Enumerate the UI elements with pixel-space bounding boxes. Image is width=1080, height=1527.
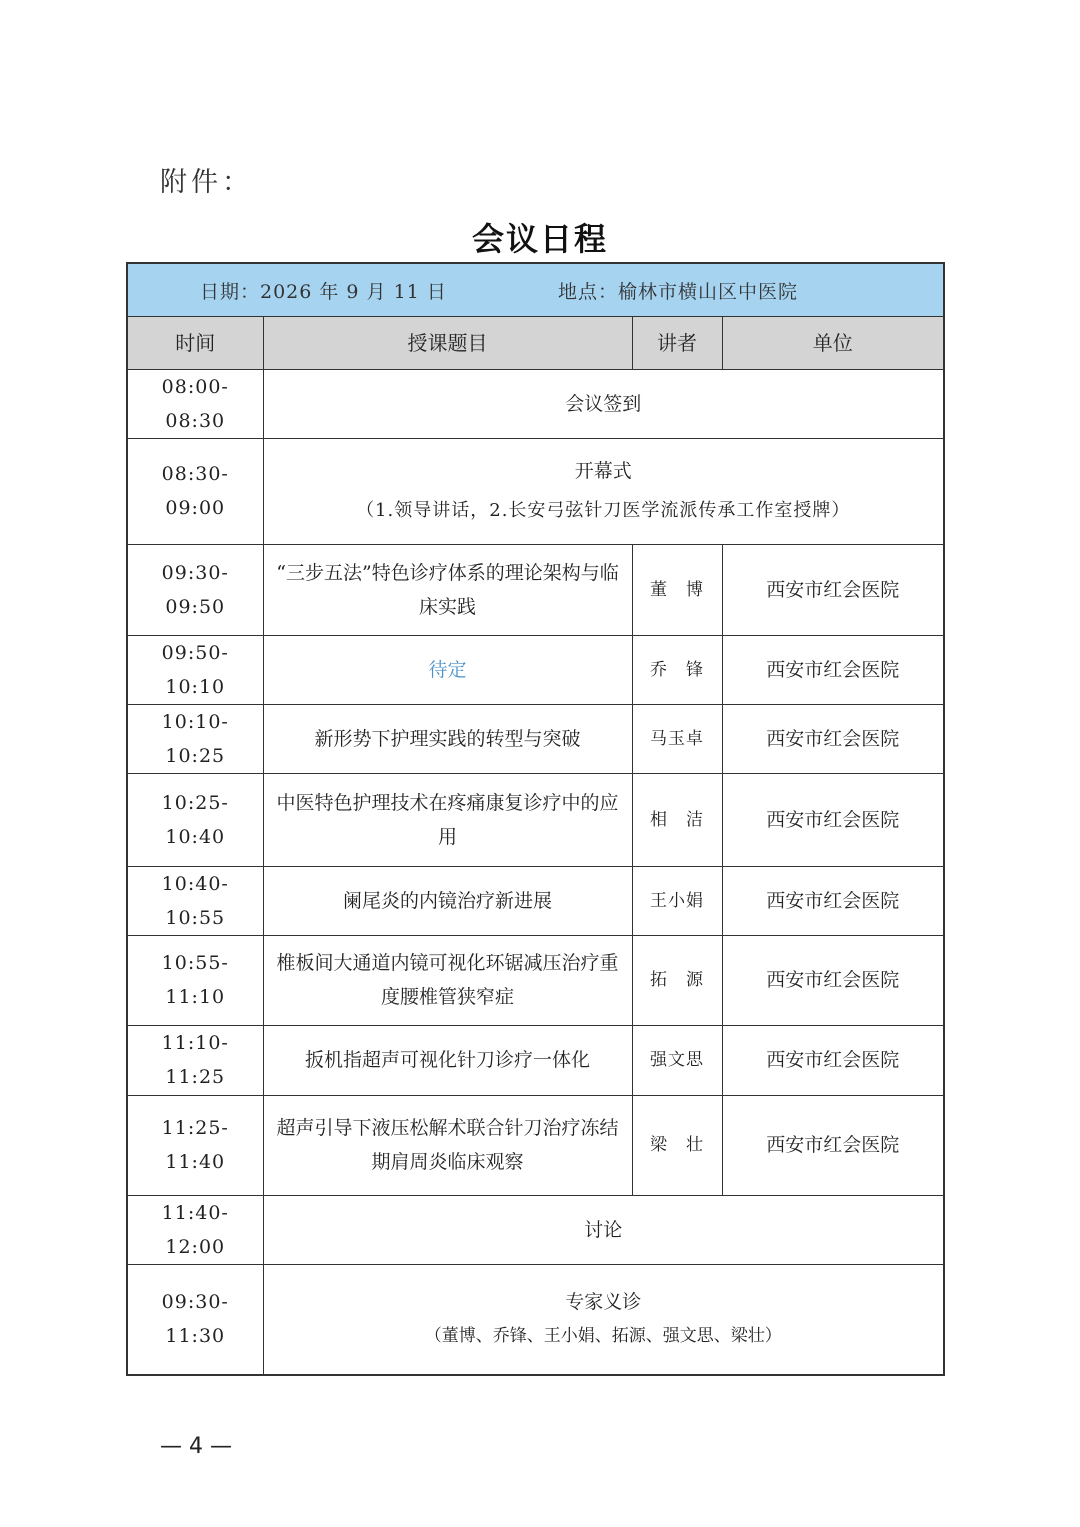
topic-cell: “三步五法”特色诊疗体系的理论架构与临床实践 [263,544,632,635]
topic-cell: 会议签到 [263,369,943,438]
topic-cell: 超声引导下液压松解术联合针刀治疗冻结期肩周炎临床观察 [263,1095,632,1195]
table-row [128,544,943,635]
page-title: 会议日程 [471,220,608,258]
time-cell: 09:30-09:50 [128,544,263,635]
unit-cell: 西安市红会医院 [722,1025,943,1095]
speaker-cell: 强文思 [632,1025,722,1095]
table-row [128,1195,943,1264]
time-cell: 10:25-10:40 [128,773,263,866]
topic-subtitle: （董博、乔锋、王小娟、拓源、强文思、梁壮） [424,1326,782,1347]
table-row [128,635,943,704]
time-cell: 08:30-09:00 [128,438,263,544]
info-bar [128,264,943,317]
table-row [128,704,943,773]
speaker-cell: 董 博 [632,544,722,635]
time-cell: 10:55-11:10 [128,935,263,1025]
table-row [128,1025,943,1095]
time-cell: 11:25-11:40 [128,1095,263,1195]
attachment-label: 附件： [160,167,253,198]
speaker-cell: 王小娟 [632,866,722,935]
header-row [128,317,943,369]
speaker-cell: 梁 壮 [632,1095,722,1195]
time-cell: 09:50-10:10 [128,635,263,704]
table-row [128,866,943,935]
topic-title: 专家义诊 [565,1291,642,1314]
table-row [128,438,943,544]
topic-title: 开幕式 [574,460,632,482]
unit-cell: 西安市红会医院 [722,866,943,935]
header-unit: 单位 [722,317,943,369]
topic-cell: 中医特色护理技术在疼痛康复诊疗中的应用 [263,773,632,866]
time-cell: 11:10-11:25 [128,1025,263,1095]
header-time: 时间 [128,317,263,369]
topic-cell: 讨论 [263,1195,943,1264]
table-row [128,773,943,866]
table-row [128,369,943,438]
time-cell: 08:00-08:30 [128,369,263,438]
time-cell: 10:40-10:55 [128,866,263,935]
speaker-cell: 乔 锋 [632,635,722,704]
unit-cell: 西安市红会医院 [722,773,943,866]
header-topic: 授课题目 [263,317,632,369]
topic-cell: 扳机指超声可视化针刀诊疗一体化 [263,1025,632,1095]
time-cell: 09:30-11:30 [128,1264,263,1374]
page-number: — 4 — [160,1434,232,1459]
unit-cell: 西安市红会医院 [722,544,943,635]
schedule-table [126,262,945,1376]
topic-cell [263,1264,943,1374]
speaker-cell: 拓 源 [632,935,722,1025]
table-row [128,1264,943,1374]
unit-cell: 西安市红会医院 [722,935,943,1025]
topic-cell: 待定 [263,635,632,704]
unit-cell: 西安市红会医院 [722,704,943,773]
time-cell: 10:10-10:25 [128,704,263,773]
header-speaker: 讲者 [632,317,722,369]
meeting-date: 日期：2026 年 9 月 11 日 [200,280,447,303]
topic-cell: 椎板间大通道内镜可视化环锯减压治疗重度腰椎管狭窄症 [263,935,632,1025]
time-cell: 11:40-12:00 [128,1195,263,1264]
topic-cell: 新形势下护理实践的转型与突破 [263,704,632,773]
table-row [128,1095,943,1195]
topic-cell: 阑尾炎的内镜治疗新进展 [263,866,632,935]
speaker-cell: 马玉卓 [632,704,722,773]
meeting-location: 地点：榆林市横山区中医院 [558,280,799,303]
topic-cell [263,438,943,544]
speaker-cell: 相 洁 [632,773,722,866]
table-row [128,935,943,1025]
topic-subtitle: （1.领导讲话，2.长安弓弦针刀医学流派传承工作室授牌） [356,500,851,521]
unit-cell: 西安市红会医院 [722,635,943,704]
unit-cell: 西安市红会医院 [722,1095,943,1195]
